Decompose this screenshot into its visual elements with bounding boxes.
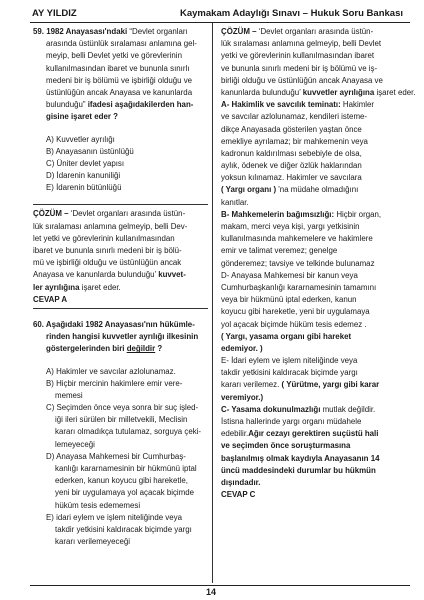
question-stem-line: meyip, belli Devlet yetki ve görevlerinin [46, 51, 182, 61]
option-e-cont: takdir yetkisini kaldıracak biçimde yargı [55, 524, 192, 534]
option-e[interactable]: E) İdarenin bütünlüğü [46, 183, 122, 193]
option-d-cont: hüküm tesis edememesi [55, 500, 141, 510]
solution-line: yoksun kılınamaz. Hakimler ve savcılara [221, 173, 362, 183]
solution-emphasis: veremiyor.) [221, 392, 264, 402]
solution-line: lük sıralaması anlamına gelmeyip, belli Devlet [221, 39, 382, 49]
page-footer [30, 585, 410, 600]
option-d-cont: ederken, kanun koyucu gibi hareketle, [55, 476, 188, 486]
solution-emphasis: ( Yargı organı ) [221, 185, 277, 195]
solution-line: takdir yetkisini kaldıracak biçimde yargı [221, 368, 358, 378]
option-d[interactable]: D) İdarenin kanuniliği [46, 171, 121, 181]
point-a-heading: A- Hakimlik ve savcılık teminatı: [221, 100, 341, 110]
solution-line: Hakimler [340, 100, 375, 110]
question-stem-line: gisine işaret eder ? [46, 112, 118, 122]
solution-emphasis: ( Yargı, yasama organı gibi hareket [221, 331, 352, 341]
answer-label: CEVAP C [221, 490, 256, 500]
page-number: 14 [206, 587, 217, 597]
option-b[interactable]: B) Hiçbir mercinin hakimlere emir vere- [46, 378, 183, 388]
solution-60 [221, 26, 416, 503]
right-column [221, 26, 416, 503]
question-stem-negation: değildir [126, 344, 156, 354]
option-c-cont: iği ileri sürülen bir milletvekili, Meclisin [55, 415, 188, 425]
solution-line: E- İdari eylem ve işlem niteliğinde veya [221, 356, 358, 366]
option-c-cont: lemeyeceği [55, 439, 95, 449]
point-b-heading: B- Mahkemelerin bağımsızlığı: [221, 209, 335, 219]
question-stem-part: ? [155, 344, 163, 354]
question-60 [33, 319, 208, 548]
solution-emphasis: edemiyor. ) [221, 343, 263, 353]
option-d[interactable]: D) Anayasa Mahkemesi bir Cumhurbaş- [46, 451, 186, 461]
solution-emphasis: ler ayrılığına [33, 282, 80, 292]
option-b[interactable]: B) Anayasanın üstünlüğü [46, 146, 134, 156]
solution-line: kullanılmasında mahkemelere ve hakimlere [221, 234, 373, 244]
option-b-cont: memesi [55, 390, 83, 400]
solution-emphasis: kuvvet- [158, 270, 186, 280]
option-c[interactable]: C) Seçimden önce veya sonra bir suç işled- [46, 403, 199, 413]
left-column [33, 26, 208, 548]
solution-line: mü ve işbirliği olduğu ve üstünlüğün ancak [33, 258, 182, 268]
solution-line: ibaret ve bununla sınırlı medeni bir iş bölü- [33, 246, 182, 255]
question-stem-line: üstünlüğün ancak Anayasa ve kanunlarda [46, 87, 193, 97]
solution-line: emir ve talimat veremez; genelge [221, 246, 338, 256]
solution-line: kadronun kaldırılması sebebiyle de olsa, [221, 148, 362, 158]
solution-line: kanunlarda bulunduğu’ [221, 87, 301, 97]
question-59 [33, 26, 208, 194]
question-stem-line: kullanılmasından ibaret ve bununla sınırlı [46, 63, 190, 73]
point-c-heading: C- Yasama dokunulmazlığı [221, 404, 321, 414]
question-number: 59. [33, 27, 44, 36]
publisher-name: AY YILDIZ [32, 8, 77, 19]
solution-line: makam, merci veya kişi, yargı yetkisinin [221, 222, 360, 231]
option-e-cont: kararı verilemeyeceği [55, 537, 130, 547]
solution-line: ‘Devlet organları arasında üstün- [70, 209, 186, 219]
solution-line: ve bununla sınırlı medeni bir iş bölümü ve iş- [221, 63, 378, 73]
solution-line: yetki ve görevlerinin kullanılmasından ibaret [221, 51, 375, 61]
option-d-cont: yeni bir uygulamaya yol açacak biçimde [55, 488, 195, 498]
column-divider [212, 23, 213, 583]
solution-line: D- Anayasa Mahkemesi bir kanun veya [221, 270, 358, 280]
solution-emphasis: üncü maddesindeki durumlar bu hükmün [221, 465, 376, 475]
solution-line: kararı verilemez. [221, 380, 280, 390]
solution-emphasis: başlanılmış olmak kaydıyla Anayasanın 14 [221, 453, 380, 463]
option-c[interactable]: C) Üniter devlet yapısı [46, 158, 125, 168]
solution-line: koyucu gibi hareketle, yeni bir uygulamaya [221, 307, 370, 317]
solution-line: İstisna hallerinde yargı organı müdahele [221, 417, 362, 426]
solution-line: kanıtlar. [221, 197, 249, 207]
answer-label: CEVAP A [33, 294, 68, 304]
solution-line: gönderemez; tavsiye ve telkinde bulunamaz [221, 258, 375, 268]
question-number: 60. [33, 319, 44, 329]
solution-line: işaret eder. [79, 282, 121, 292]
solution-line: lük sıralaması anlamına gelmeyip, belli Dev- [33, 221, 188, 231]
solution-emphasis: dışındadır. [221, 477, 261, 487]
solution-59 [33, 204, 208, 309]
solution-line: yol açacak biçimde hüküm tesis edemez . [221, 319, 367, 329]
solution-label: ÇÖZÜM – [33, 209, 69, 219]
solution-line: emekliye ayrılamaz; bir mahkemenin veya [221, 136, 368, 146]
solution-line: 'na müdahe olmadığını [276, 185, 359, 195]
solution-line: mutlak değildir. [320, 404, 376, 414]
solution-emphasis: Ağır cezayı gerektiren suçüstü hali [248, 429, 379, 439]
solution-line: Anayasa ve kanunlarda bulunduğu’ [33, 270, 156, 280]
page-header [30, 8, 410, 23]
question-stem-line: arasında üstünlük sıralaması anlamına gel- [46, 39, 197, 49]
option-e[interactable]: E) idari eylem ve işlem niteliğinde veya [46, 512, 182, 522]
option-a[interactable]: A) Kuvvetler ayrılığı [46, 134, 115, 144]
solution-line: ve savcılar azlolunamaz, kendileri isteme- [221, 112, 368, 122]
option-c-cont: kararı olmadıkça tutulamaz, sorguya çeki- [55, 427, 202, 437]
question-stem-line: rinden hangisi kuvvetler ayrılığı ilkesinin [46, 332, 199, 342]
question-stem-part: 1982 Anayasası'ndaki [46, 27, 128, 36]
solution-label: ÇÖZÜM – [221, 27, 257, 36]
solution-emphasis: ( Yürütme, yargı gibi karar [281, 380, 380, 390]
question-stem-line: medeni bir iş bölümü ve işbirliği olduğu ve [46, 75, 193, 85]
book-title: Kaymakam Adaylığı Sınavı – Hukuk Soru Bankası [180, 8, 403, 19]
question-stem-part: Aşağıdaki 1982 Anayasası'nın hükümle- [45, 319, 195, 329]
question-stem-part: bulunduğu” [46, 100, 86, 110]
option-d-cont: kanlığı kararnamesinin bir hükmünü iptal [55, 464, 197, 473]
question-stem-part: ifadesi aşağıdakilerden han- [87, 100, 194, 110]
solution-line: Cumhurbaşkanlığı kararnamesinin tamamını [221, 282, 377, 292]
option-a[interactable]: A) Hakimler ve savcılar azlolunamaz. [46, 366, 176, 376]
solution-line: veya bir hükmünü iptal ederken, kanun [221, 295, 357, 305]
solution-line: işaret eder. [374, 87, 416, 97]
solution-line: Hiçbir organ, [334, 209, 382, 219]
question-stem-part: “Devlet organları [129, 27, 188, 36]
solution-line: ‘Devlet organları arasında üstün- [258, 27, 374, 36]
solution-line: birliği olduğu ve üstünlüğün ancak Anayasa ve [221, 75, 383, 85]
solution-line: let yetki ve görevlerinin kullanılmasından [33, 233, 175, 243]
solution-line: dikçe Anayasada gösterilen yaştan önce [221, 124, 362, 134]
solution-emphasis: ve seçimden önce soruşturmasına [221, 441, 351, 451]
solution-emphasis: kuvvetler ayrılığına [302, 87, 375, 97]
solution-line: edebilir. [221, 429, 249, 439]
solution-line: aylık, ödenek ve diğer özlük haklarından [221, 161, 362, 171]
question-stem-part: göstergelerinden biri [46, 344, 125, 354]
